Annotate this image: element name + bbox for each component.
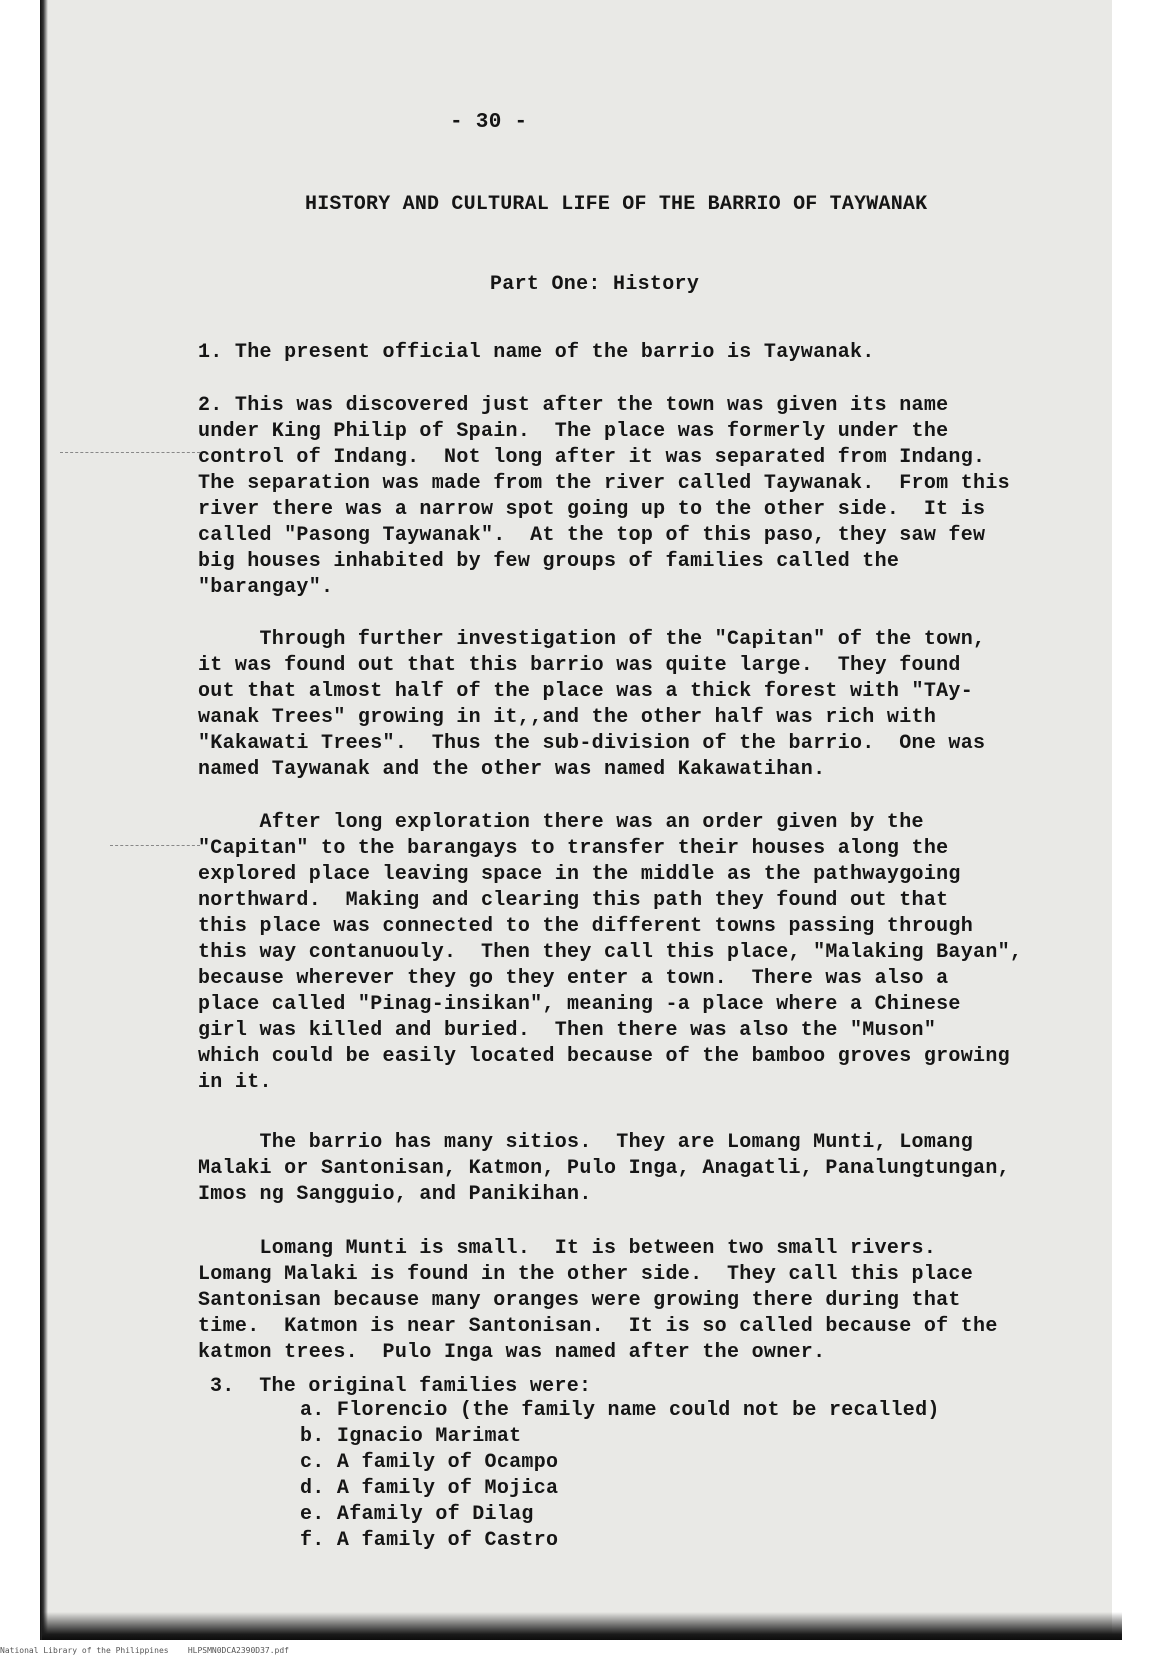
paragraph-line: control of Indang. Not long after it was separated from Indang. <box>198 446 986 469</box>
paragraph-line: Malaki or Santonisan, Katmon, Pulo Inga, Anagatli, Panalungtungan, <box>198 1157 1010 1180</box>
list-item: a. Florencio (the family name could not be recalled) <box>300 1399 940 1422</box>
paragraph-line: river there was a narrow spot going up to the other side. It is <box>198 498 986 521</box>
paragraph-line: Through further investigation of the "Capitan" of the town, <box>198 628 986 651</box>
paragraph-line: called "Pasong Taywanak". At the top of this paso, they saw few <box>198 524 986 547</box>
paragraph-line: place called "Pinag-insikan", meaning -a place where a Chinese <box>198 993 961 1016</box>
item-1-official-name: 1. The present official name of the barrio is Taywanak. <box>198 341 875 364</box>
paragraph-line: in it. <box>198 1071 272 1094</box>
paragraph-line: "Kakawati Trees". Thus the sub-division of the barrio. One was <box>198 732 986 755</box>
scan-artifact-rule <box>110 845 200 846</box>
paragraph-line: Lomang Munti is small. It is between two small rivers. <box>198 1237 937 1260</box>
paragraph-line: this place was connected to the different towns passing through <box>198 915 974 938</box>
paragraph-line: The barrio has many sitios. They are Lomang Munti, Lomang <box>198 1131 974 1154</box>
paragraph-line: Santonisan because many oranges were growing there during that <box>198 1289 961 1312</box>
paragraph-line: named Taywanak and the other was named Kakawatihan. <box>198 758 826 781</box>
paragraph-line: because wherever they go they enter a town. There was also a <box>198 967 949 990</box>
paragraph-line: explored place leaving space in the middle as the pathwaygoing <box>198 863 961 886</box>
paragraph-line: big houses inhabited by few groups of families called the <box>198 550 900 573</box>
paragraph-line: time. Katmon is near Santonisan. It is so called because of the <box>198 1315 998 1338</box>
scan-right-margin <box>1112 0 1165 1640</box>
list-item: d. A family of Mojica <box>300 1477 559 1500</box>
paragraph-line: Lomang Malaki is found in the other side. They call this place <box>198 1263 974 1286</box>
paragraph-line: katmon trees. Pulo Inga was named after the owner. <box>198 1341 826 1364</box>
list-item: e. Afamily of Dilag <box>300 1503 534 1526</box>
paragraph-line: northward. Making and clearing this path they found out that <box>198 889 949 912</box>
scan-artifact-rule <box>60 452 200 453</box>
paragraph-line: After long exploration there was an order given by the <box>198 811 924 834</box>
paragraph-line: 2. This was discovered just after the town was given its name <box>198 394 949 417</box>
paragraph-line: girl was killed and buried. Then there was also the "Muson" <box>198 1019 937 1042</box>
paragraph-line: "Capitan" to the barangays to transfer their houses along the <box>198 837 949 860</box>
source-footer: National Library of the Philippines HLPSMN0DCA2390D37.pdf <box>0 1646 289 1655</box>
paragraph-line: wanak Trees" growing in it,,and the other half was rich with <box>198 706 937 729</box>
paragraph-line: "barangay". <box>198 576 334 599</box>
page-number: - 30 - <box>450 111 528 134</box>
paragraph-line: it was found out that this barrio was quite large. They found <box>198 654 961 677</box>
item-3-heading: 3. The original families were: <box>210 1375 592 1398</box>
part-heading: Part One: History <box>490 273 700 296</box>
paragraph-line: under King Philip of Spain. The place was formerly under the <box>198 420 949 443</box>
paragraph-line: Imos ng Sangguio, and Panikihan. <box>198 1183 592 1206</box>
scan-left-edge <box>40 0 48 1640</box>
document-title: HISTORY AND CULTURAL LIFE OF THE BARRIO OF TAYWANAK <box>305 193 928 216</box>
list-item: b. Ignacio Marimat <box>300 1425 522 1448</box>
paragraph-line: The separation was made from the river called Taywanak. From this <box>198 472 1010 495</box>
paragraph-line: out that almost half of the place was a thick forest with "TAy- <box>198 680 974 703</box>
list-item: f. A family of Castro <box>300 1529 559 1552</box>
scan-bottom-edge <box>42 1612 1122 1640</box>
paragraph-line: this way contanuouly. Then they call this place, "Malaking Bayan", <box>198 941 1023 964</box>
list-item: c. A family of Ocampo <box>300 1451 559 1474</box>
paragraph-line: which could be easily located because of the bamboo groves growing <box>198 1045 1010 1068</box>
